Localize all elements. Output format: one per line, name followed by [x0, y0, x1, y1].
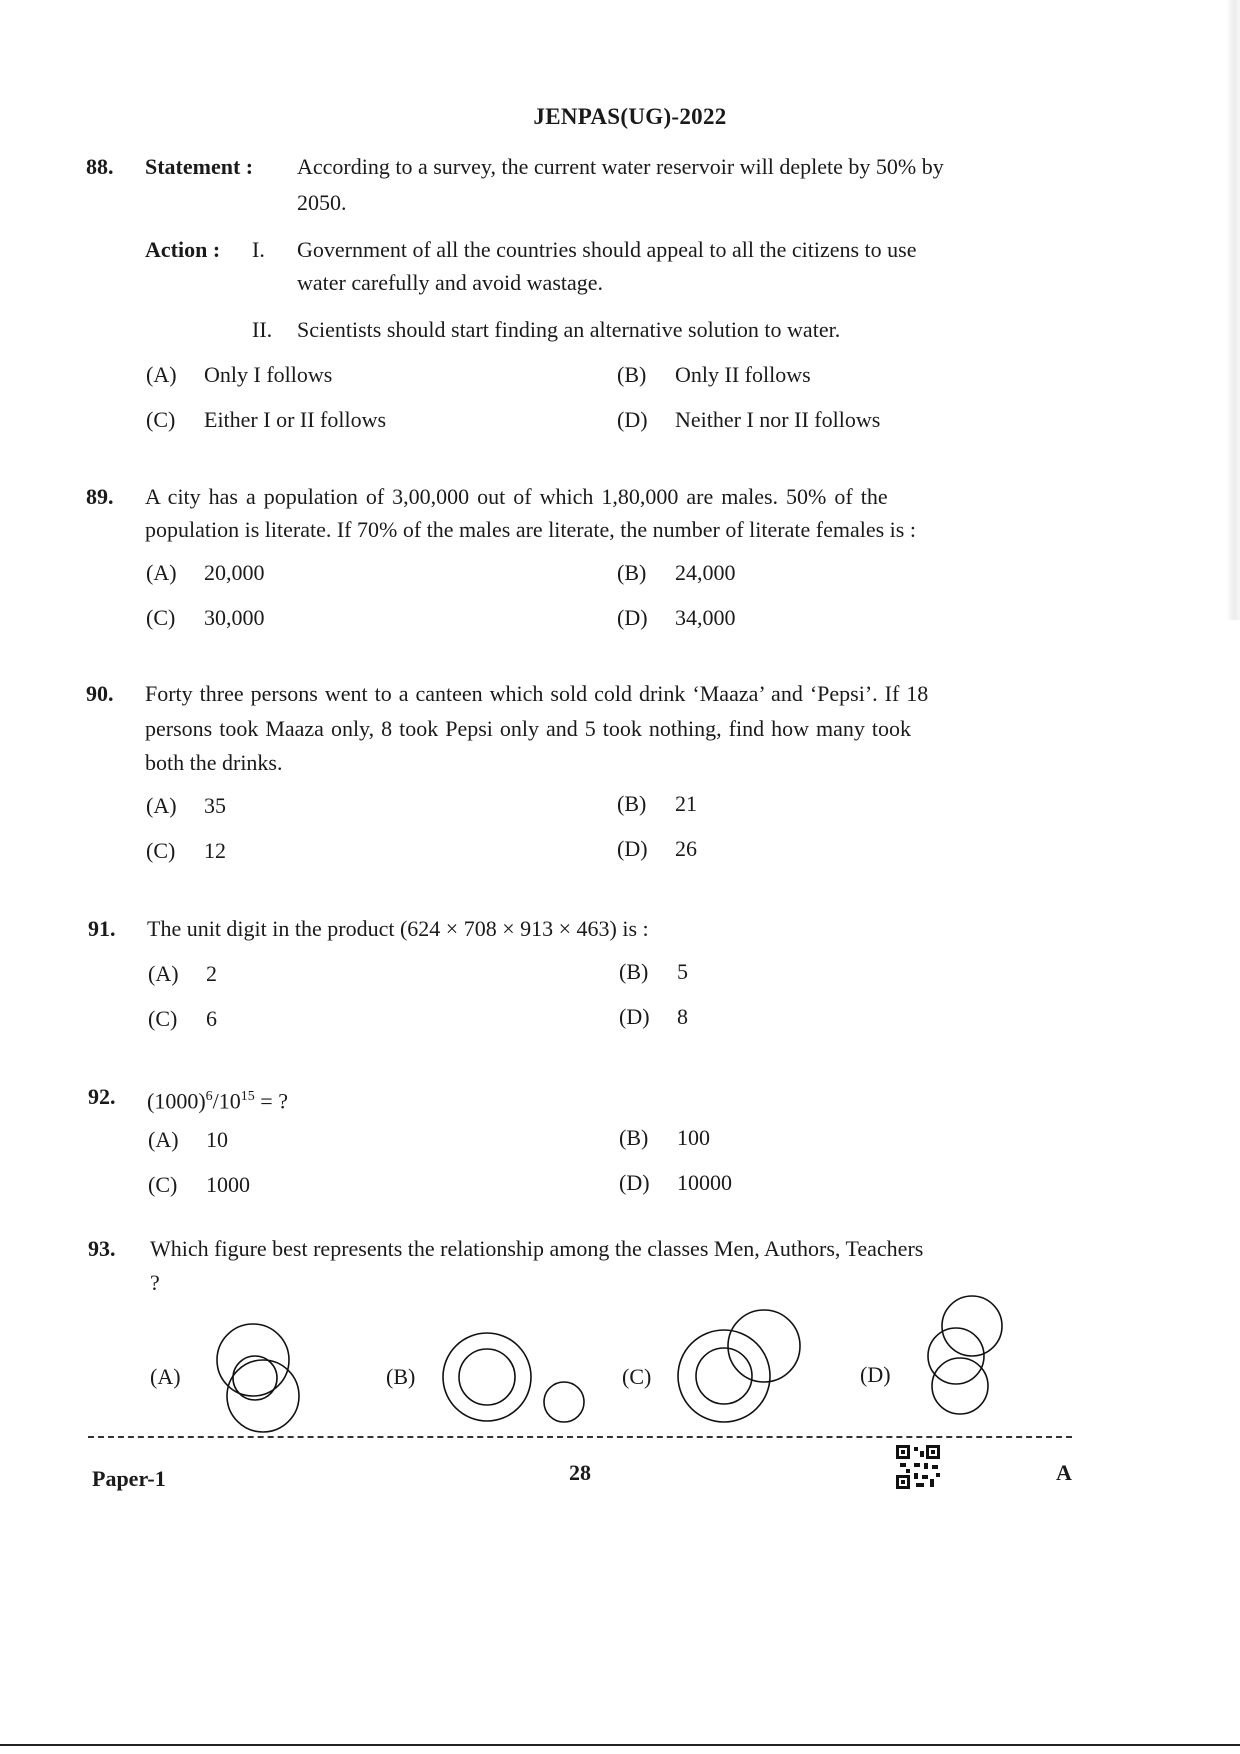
q90-line-1: Forty three persons went to a canteen which sold cold drink ‘Maaza’ and ‘Pepsi’. If 18 — [145, 681, 929, 706]
q92-option-d: (D) 10000 — [619, 1170, 732, 1195]
q91-option-c: (C) 6 — [148, 1006, 217, 1031]
q93-option-d-label: (D) — [860, 1362, 891, 1387]
venn-circle — [942, 1296, 1002, 1356]
q88-option-b: (B) Only II follows — [617, 362, 811, 387]
q89-line-2: population is literate. If 70% of the males are literate, the number of literate females is : — [145, 517, 916, 542]
page-header-title: JENPAS(UG)-2022 — [533, 104, 727, 129]
question-number-89: 89. — [86, 484, 114, 509]
q93-line-2: ? — [150, 1270, 160, 1295]
question-number-93: 93. — [88, 1236, 116, 1261]
q91-text: The unit digit in the product (624 × 708 × 913 × 463) is : — [147, 916, 649, 941]
scan-edge-shadow — [1226, 0, 1240, 620]
q90-option-d: (D) 26 — [617, 836, 697, 861]
q91-option-b: (B) 5 — [619, 959, 688, 984]
venn-circle — [443, 1333, 531, 1421]
question-number-90: 90. — [86, 681, 114, 706]
venn-circle — [227, 1360, 299, 1432]
venn-circle — [459, 1349, 515, 1405]
venn-circle — [728, 1310, 800, 1382]
q89-line-1: A city has a population of 3,00,000 out of which 1,80,000 are males. 50% of the — [145, 484, 888, 509]
q90-line-3: both the drinks. — [145, 750, 283, 775]
q93-figure-d — [914, 1294, 1014, 1418]
q89-option-c: (C) 30,000 — [146, 605, 265, 630]
q92-option-a: (A) 10 — [148, 1127, 228, 1152]
question-number-91: 91. — [88, 916, 116, 941]
footer-separator — [88, 1436, 1072, 1438]
q93-option-a-label: (A) — [150, 1364, 181, 1389]
q88-option-c: (C) Either I or II follows — [146, 407, 387, 432]
action-1-line-2: water carefully and avoid wastage. — [297, 270, 604, 295]
venn-circle — [233, 1356, 277, 1400]
q91-option-a: (A) 2 — [148, 961, 217, 986]
q93-figure-b — [440, 1330, 590, 1430]
q93-figure-c — [674, 1306, 810, 1430]
venn-circle — [544, 1382, 584, 1422]
q89-option-b: (B) 24,000 — [617, 560, 736, 585]
venn-circle — [932, 1358, 988, 1414]
q93-figure-a — [205, 1318, 315, 1438]
q88-option-a: (A) Only I follows — [146, 362, 333, 387]
action-2-number: II. — [252, 317, 273, 342]
q90-option-b: (B) 21 — [617, 791, 697, 816]
question-number-88: 88. — [86, 154, 114, 179]
question-number-92: 92. — [88, 1084, 116, 1109]
q93-option-b-label: (B) — [386, 1364, 416, 1389]
action-label: Action : — [145, 237, 221, 262]
q89-option-d: (D) 34,000 — [617, 605, 736, 630]
statement-label: Statement : — [145, 154, 254, 179]
q91-option-d: (D) 8 — [619, 1004, 688, 1029]
q90-option-a: (A) 35 — [146, 793, 226, 818]
q93-option-c-label: (C) — [622, 1364, 652, 1389]
action-1-line-1: Government of all the countries should appeal to all the citizens to use — [297, 237, 917, 262]
q88-option-d: (D) Neither I nor II follows — [617, 407, 881, 432]
footer-set-code: A — [1056, 1460, 1072, 1485]
q90-option-c: (C) 12 — [146, 838, 226, 863]
qr-code-icon — [896, 1445, 940, 1489]
venn-circle — [217, 1324, 289, 1396]
page-bottom-edge — [0, 1744, 1240, 1746]
q89-option-a: (A) 20,000 — [146, 560, 265, 585]
q92-option-c: (C) 1000 — [148, 1172, 250, 1197]
footer-paper-label: Paper-1 — [92, 1466, 166, 1491]
q92-option-b: (B) 100 — [619, 1125, 710, 1150]
venn-circle — [678, 1330, 770, 1422]
q93-line-1: Which figure best represents the relationship among the classes Men, Authors, Teachers — [150, 1236, 924, 1261]
statement-line-1: According to a survey, the current water reservoir will deplete by 50% by — [297, 154, 944, 179]
footer-page-number: 28 — [569, 1460, 591, 1485]
statement-line-2: 2050. — [297, 190, 347, 215]
action-1-number: I. — [252, 237, 265, 262]
action-2-text: Scientists should start finding an alternative solution to water. — [297, 317, 841, 342]
q90-line-2: persons took Maaza only, 8 took Pepsi only and 5 took nothing, find how many took — [145, 716, 911, 741]
q92-expression: $(1000)^6/10^{15}$ = ? — [147, 1088, 288, 1114]
